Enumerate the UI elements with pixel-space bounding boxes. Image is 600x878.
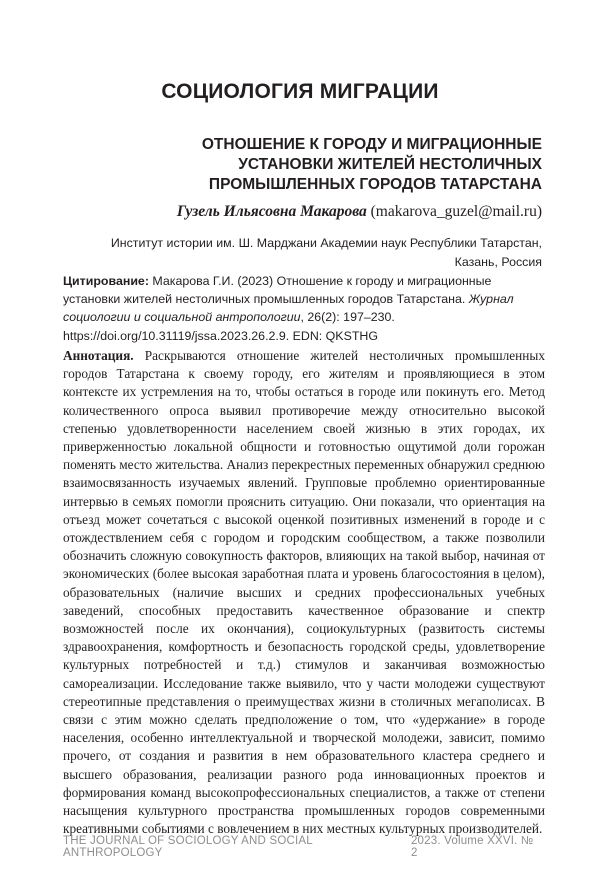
abstract-label: Аннотация. [63, 348, 134, 363]
author-line [177, 203, 542, 221]
citation-journal: Журнал социологии и социальной антропологии [63, 292, 514, 325]
citation-block [63, 272, 543, 345]
footer-issue: 2023. Volume XXVI. № 2 [410, 835, 534, 859]
page-footer [63, 835, 542, 859]
author-name: Гузель Ильясовна Макарова [176, 203, 367, 220]
abstract [63, 347, 545, 838]
abstract-text: Раскрываются отношение жителей нестоличных промышленных городов Татарстана к своему городу, его жителям и проявляющиеся в этом контексте их устремления на то, чтобы остаться в городе или покинуть его. Метод количественного опроса выявил противоречие между относительно высокой степенью удовлетворенности населением своей жизнью в этих городах, их приверженностью локальной общности и готовностью ощутимой доли горожан поменять место жительства. Анализ перекрестных переменных обнаружил среднюю взаимосвязанность изучаемых явлений. Групповые проблемно ориентированные интервью в семьях помогли прояснить ситуацию. Они показали, что ориентация на отъезд может сочетаться с высокой оценкой позитивных изменений в городе и с отождествлением себя с городом и городским сообществом, а также позволили обозначить сложную совокупность факторов, влияющих на такой выбор, начиная от экономических (более высокая заработная плата и уровень благосостояния в целом), образовательных (наличие высших и средних профессиональных учебных заведений, способных предоставить качественное образование и спектр возможностей после их окончания), социокультурных (развитость системы здравоохранения, комфортность и безопасность городской среды, удовлетворение культурных потребностей и т.д.) стимулов и заканчивая возможностью самореализации. Исследование также выявило, что у части молодежи существуют стереотипные представления о преимуществах жизни в столичных мегаполисах. В связи с этим можно сделать предположение о том, что «удержание» в городе населения, особенно интеллектуальной и творческой молодежи, зависит, помимо прочего, от создания и развития в нем образовательного кластера среднего и высшего образования, реализации разного рода инновационных проектов и формирования команд высокопрофессиональных специалистов, а также от степени насыщения культурного пространства промышленных городов современными креативными событиями с вовлечением в них местных культурных производителей. [63, 348, 545, 837]
section-title: СОЦИОЛОГИЯ МИГРАЦИИ [161, 80, 439, 103]
footer-journal-name: THE JOURNAL OF SOCIOLOGY AND SOCIAL ANTHROPOLOGY [63, 835, 313, 859]
author-affiliation: Институт истории им. Ш. Марджани Академии наук Республики Татарстан, Казань, Россия [110, 236, 542, 269]
citation-label: Цитирование: [63, 274, 149, 288]
citation-text-before: Макарова Г.И. (2023) Отношение к городу и миграционные установки жителей нестоличных промышленных городов Татарстана. [63, 274, 492, 307]
citation-text-after[interactable]: , 26(2): 197–230. https://doi.org/10.31119/jssa.2023.26.2.9. EDN: QKSTHG [63, 310, 395, 343]
article-title: ОТНОШЕНИЕ К ГОРОДУ И МИГРАЦИОННЫЕ УСТАНОВКИ ЖИТЕЛЕЙ НЕСТОЛИЧНЫХ ПРОМЫШЛЕННЫХ ГОРОДОВ ТАТАРСТАНА [201, 136, 542, 193]
author-email[interactable]: (makarova_guzel@mail.ru) [370, 203, 542, 220]
